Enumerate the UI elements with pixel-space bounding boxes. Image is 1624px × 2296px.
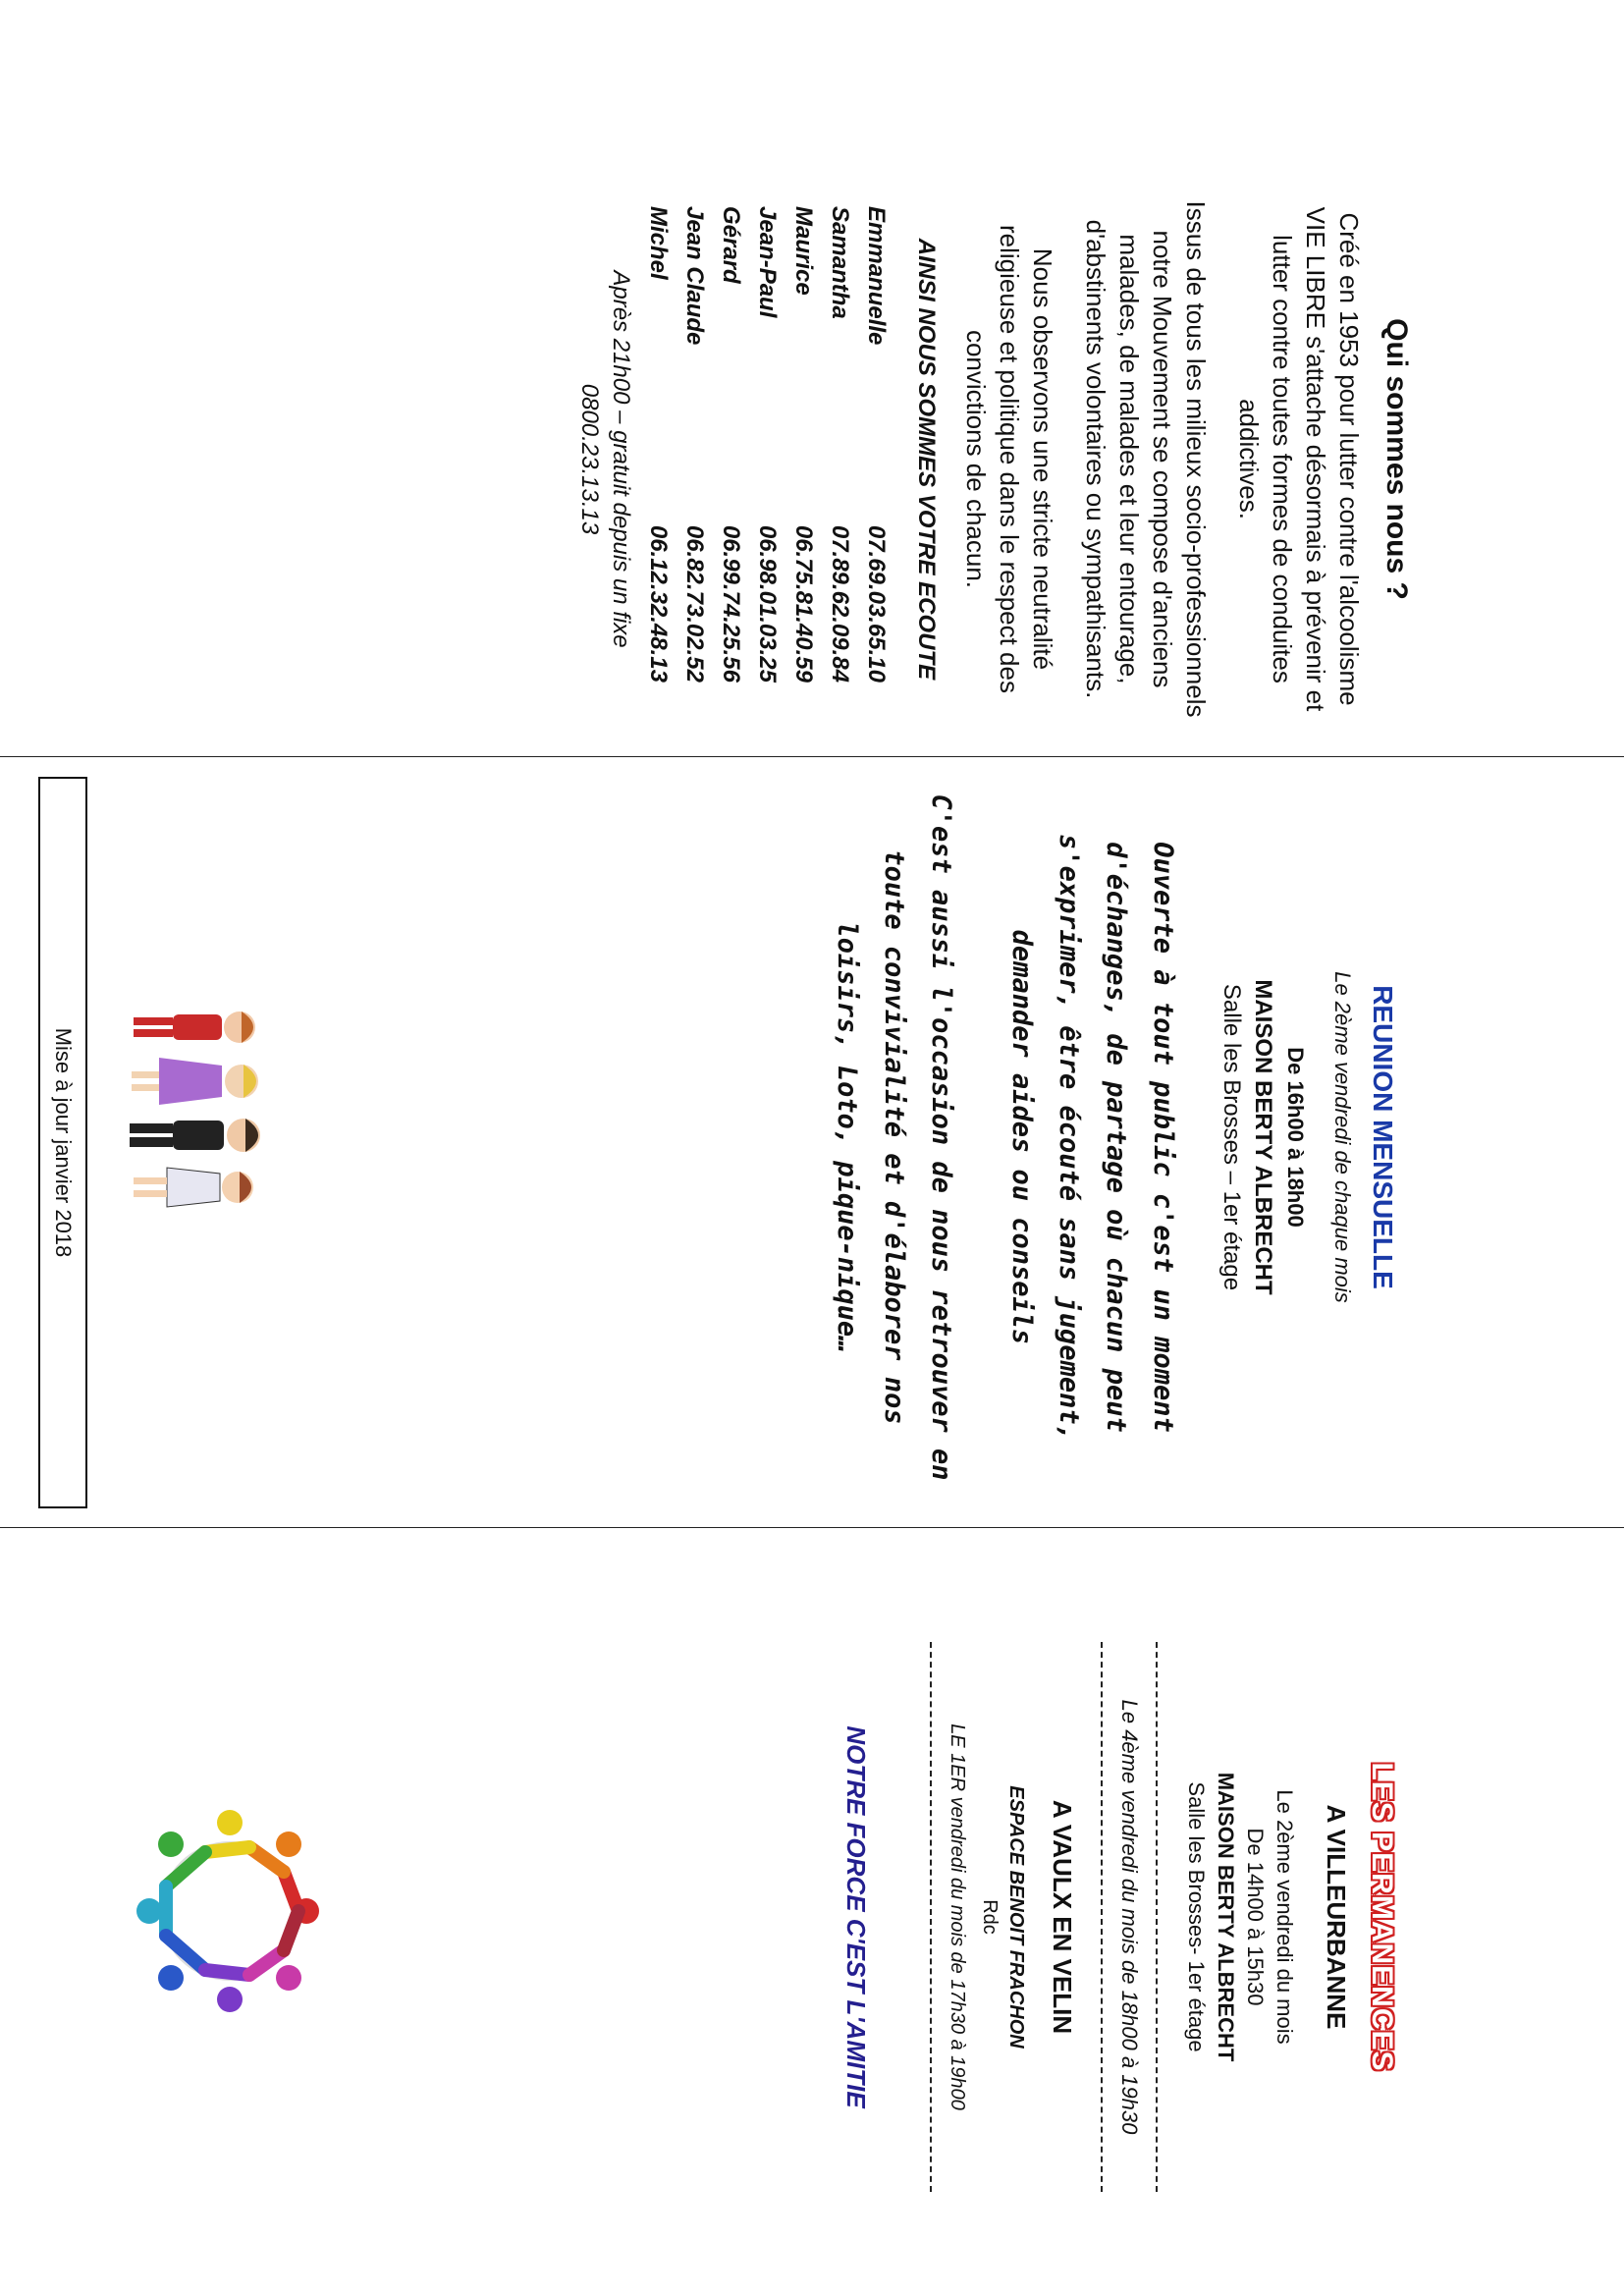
- who-title: Qui sommes nous ?: [1380, 318, 1413, 600]
- office-floor: Rdc: [979, 1899, 1001, 1935]
- office-hours-title: [1365, 1558, 1398, 2276]
- who-paragraph: Nous observons une stricte neutralité religieuse et politique dans le respect des convictions de chacun.: [961, 225, 1057, 693]
- office-hours: De 14h00 à 15h30: [1243, 1828, 1268, 2006]
- contact-row: [749, 196, 785, 722]
- monthly-meeting-panel: [0, 757, 1624, 1527]
- motto: NOTRE FORCE C'EST L'AMITIE: [841, 1725, 871, 2108]
- contact-phone[interactable]: 06.98.01.03.25: [754, 524, 781, 683]
- who-paragraph: Issus de tous les milieux socio-professionnels notre Mouvement se compose d'anciens malades, de malades et leur entourage, d'abstinents volontaires ou sympathisants.: [1081, 200, 1211, 718]
- contact-name: Jean-Paul: [754, 206, 781, 318]
- meeting-description: Ouverte à tout public c'est un moment d'échanges, de partage où chacun peut s'exprimer, être écouté sans jugement, demander aides ou conseils: [1006, 834, 1178, 1441]
- after-hours-note: Après 21h00 – gratuit depuis un fixe: [608, 270, 634, 648]
- contact-row: [785, 196, 822, 722]
- figure-icon: [130, 1119, 260, 1152]
- contact-row: [858, 196, 894, 722]
- meeting-title: REUNION MENSUELLE: [1368, 985, 1398, 1289]
- contact-phone[interactable]: 06.12.32.48.13: [645, 524, 672, 683]
- contact-phone[interactable]: 06.82.73.02.52: [681, 524, 708, 683]
- freephone-number[interactable]: 0800.23.13.13: [576, 383, 603, 535]
- city-heading: A VAULX EN VELIN: [1048, 1799, 1077, 2035]
- dashed-separator: [930, 1642, 932, 2192]
- figure-icon: [134, 1168, 253, 1207]
- contact-row: [677, 196, 713, 722]
- children-illustration: [122, 993, 269, 1219]
- contact-row: [713, 196, 749, 722]
- office-place: MAISON BERTY ALBRECHT: [1214, 1772, 1238, 2062]
- office-schedule-4th: Le 4ème vendredi du mois de 18h00 à 19h30: [1117, 1699, 1142, 2135]
- contact-name: Jean Claude: [681, 206, 708, 346]
- office-hours-panel: [0, 1528, 1624, 2296]
- contact-row: [640, 196, 677, 722]
- contact-name: Michel: [645, 206, 672, 280]
- office-room: Salle les Brosses- 1er étage: [1184, 1781, 1209, 2052]
- contact-list: [640, 196, 894, 722]
- contact-name: Maurice: [790, 206, 817, 296]
- friendship-circle-illustration: [132, 1764, 328, 2058]
- update-date-box: Mise à jour janvier 2018: [38, 777, 87, 1508]
- meeting-schedule: Le 2ème vendredi de chaque mois: [1330, 971, 1355, 1303]
- contact-phone[interactable]: 07.89.62.09.84: [827, 524, 853, 683]
- office-place: ESPACE BENOIT FRACHON: [1005, 1785, 1027, 2049]
- contact-phone[interactable]: 07.69.03.65.10: [863, 524, 890, 683]
- meeting-leisure-text: C'est aussi l'occasion de nous retrouver en toute convivialité et d'élaborer nos loisirs, Loto, pique-nique…: [832, 793, 956, 1481]
- dashed-separator: [1156, 1642, 1158, 2192]
- contact-name: Gérard: [718, 206, 744, 284]
- figure-icon: [132, 1058, 258, 1105]
- contact-phone[interactable]: 06.75.81.40.59: [790, 524, 817, 683]
- contact-row: [822, 196, 858, 722]
- meeting-hours: De 16h00 à 18h00: [1283, 1047, 1308, 1228]
- contact-phone[interactable]: 06.99.74.25.56: [718, 524, 744, 683]
- listening-heading: AINSI NOUS SOMMES VOTRE ECOUTE: [913, 238, 940, 681]
- who-paragraph: Créé en 1953 pour lutter contre l'alcoolisme VIE LIBRE s'attache désormais à prévenir et lutter contre toutes formes de conduites addictives.: [1234, 206, 1364, 712]
- office-hours-title-text: LES PERMANENCES: [1366, 1762, 1398, 2072]
- city-heading: A VILLEURBANNE: [1322, 1804, 1351, 2030]
- contact-name: Emmanuelle: [863, 206, 890, 346]
- who-are-we-panel: [0, 0, 1624, 756]
- people-circle-icon: [136, 1810, 319, 2012]
- meeting-room: Salle les Brosses – 1er étage: [1218, 983, 1245, 1291]
- office-schedule-1st: LE 1ER vendredi du mois de 17h30 à 19h00: [947, 1723, 968, 2110]
- figure-icon: [134, 1011, 255, 1043]
- dashed-separator: [1101, 1642, 1103, 2192]
- office-schedule: Le 2ème vendredi du mois: [1272, 1789, 1297, 2045]
- meeting-place: MAISON BERTY ALBRECHT: [1250, 979, 1276, 1295]
- contact-name: Samantha: [827, 206, 853, 319]
